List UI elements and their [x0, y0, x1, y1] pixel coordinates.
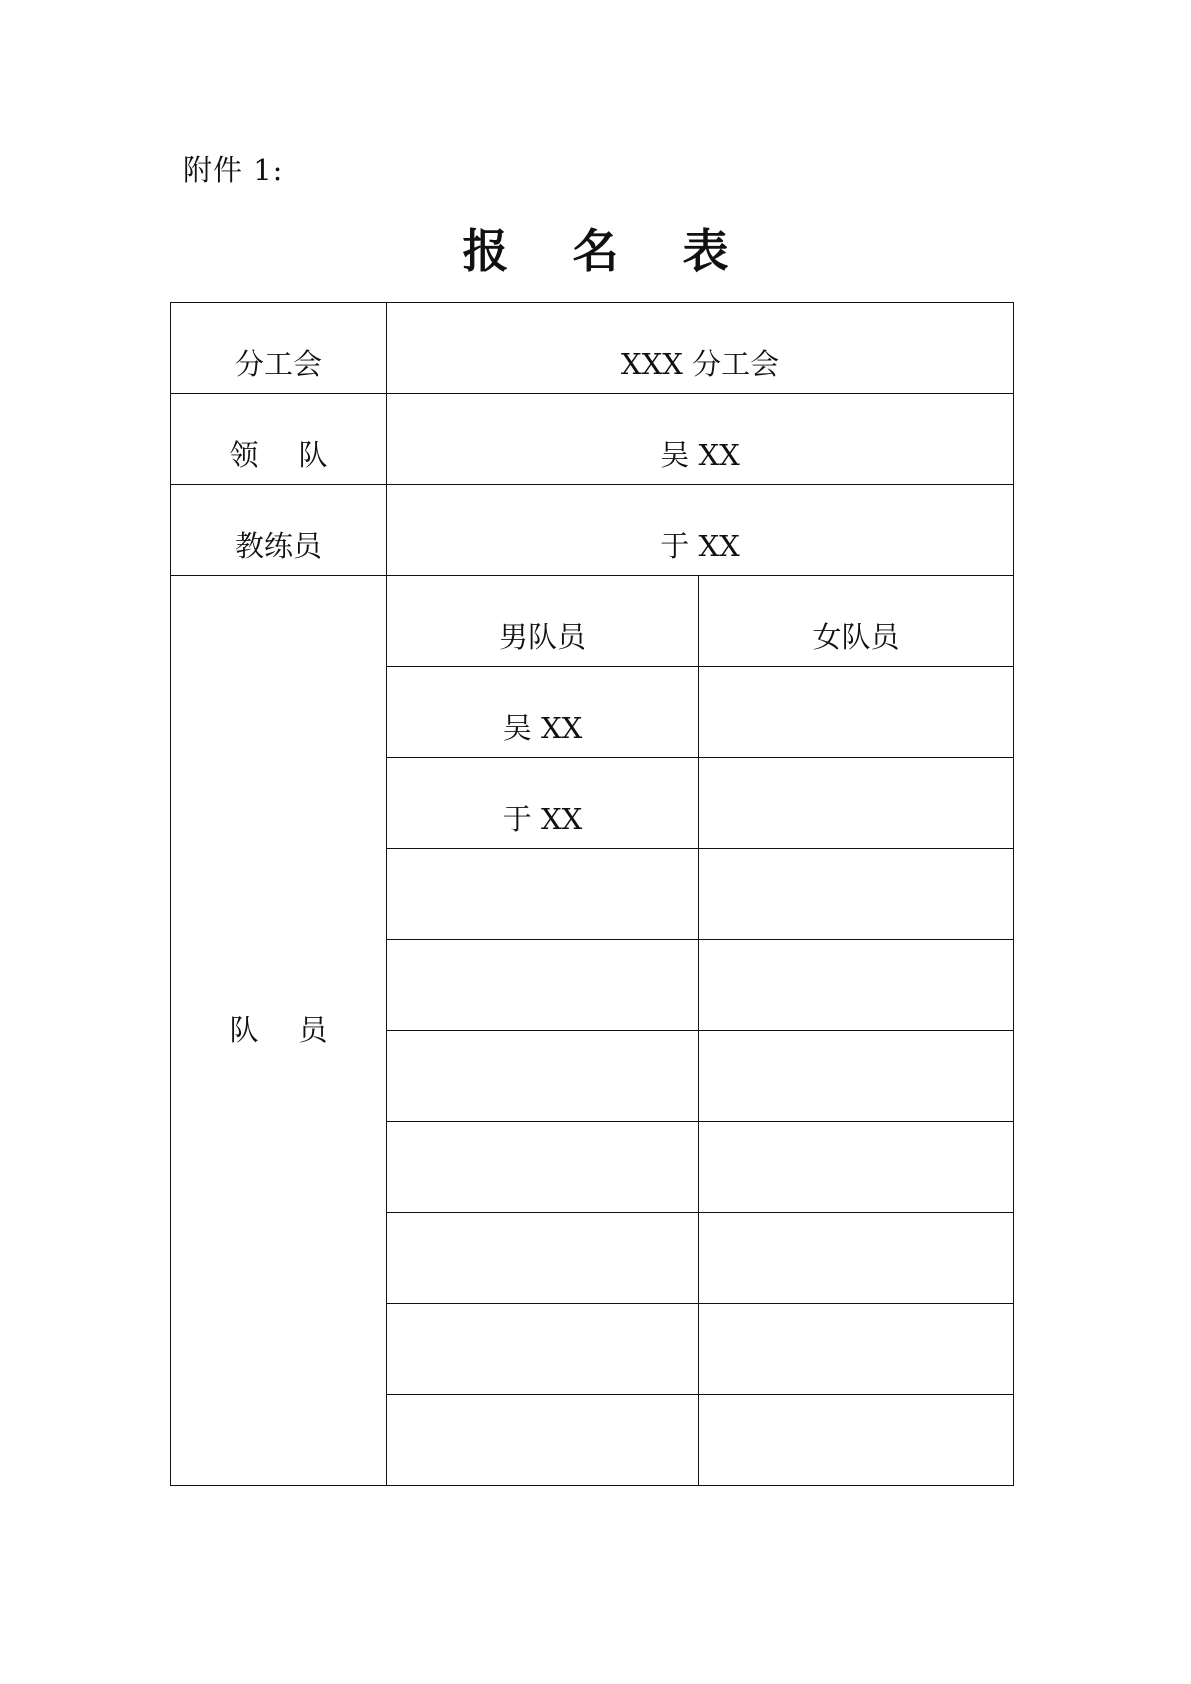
coach-label-cell: 教练员 — [171, 485, 387, 576]
male-member-cell[interactable] — [387, 1395, 699, 1486]
table-row — [171, 485, 1014, 576]
male-member-cell[interactable] — [387, 1304, 699, 1395]
female-member-cell[interactable] — [699, 1395, 1014, 1486]
members-label-char-1: 队 — [229, 1013, 259, 1047]
female-members-header: 女队员 — [699, 576, 1014, 667]
female-member-cell[interactable] — [699, 1304, 1014, 1395]
members-label-char-2: 员 — [298, 1013, 328, 1047]
members-label-cell — [171, 576, 387, 1486]
attachment-label: 附件 1: — [183, 153, 284, 187]
female-member-cell[interactable] — [699, 1122, 1014, 1213]
male-member-cell[interactable]: 吴 XX — [387, 667, 699, 758]
union-value-cell[interactable]: XXX 分工会 — [387, 303, 1014, 394]
leader-label-char-1: 领 — [229, 438, 259, 472]
female-member-cell[interactable] — [699, 849, 1014, 940]
male-member-cell[interactable]: 于 XX — [387, 758, 699, 849]
union-label-cell: 分工会 — [171, 303, 387, 394]
registration-form-table — [170, 302, 1014, 1486]
male-member-cell[interactable] — [387, 1213, 699, 1304]
male-member-cell[interactable] — [387, 1122, 699, 1213]
table-row — [171, 394, 1014, 485]
male-members-header: 男队员 — [387, 576, 699, 667]
female-member-cell[interactable] — [699, 940, 1014, 1031]
leader-label-cell — [171, 394, 387, 485]
table-row — [171, 303, 1014, 394]
male-member-cell[interactable] — [387, 849, 699, 940]
leader-label-char-2: 队 — [298, 438, 328, 472]
male-member-cell[interactable] — [387, 940, 699, 1031]
coach-value-cell[interactable]: 于 XX — [387, 485, 1014, 576]
page-title: 报 名 表 — [462, 224, 753, 278]
male-member-cell[interactable] — [387, 1031, 699, 1122]
female-member-cell[interactable] — [699, 667, 1014, 758]
female-member-cell[interactable] — [699, 758, 1014, 849]
leader-value-cell[interactable]: 吴 XX — [387, 394, 1014, 485]
female-member-cell[interactable] — [699, 1213, 1014, 1304]
female-member-cell[interactable] — [699, 1031, 1014, 1122]
table-row — [171, 576, 1014, 667]
